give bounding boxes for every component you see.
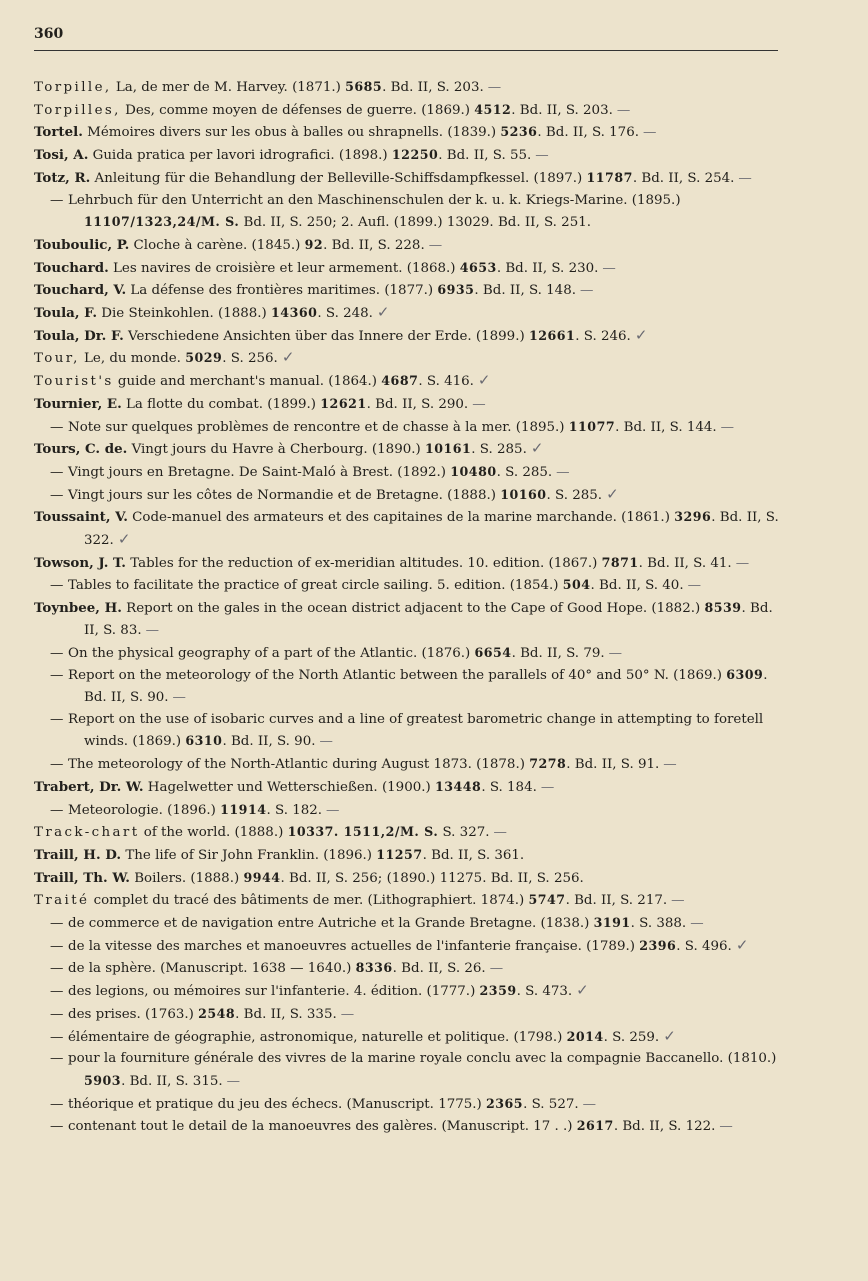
pencil-dash-mark: — bbox=[719, 1119, 733, 1135]
entry-reference: . S. 259. bbox=[603, 1029, 660, 1045]
entry-number: 11787 bbox=[586, 169, 633, 185]
entry-author: Toula, Dr. F. bbox=[34, 327, 124, 344]
entry-number: 10161 bbox=[424, 441, 472, 457]
sub-entry bbox=[34, 642, 784, 665]
sub-entry bbox=[34, 799, 784, 822]
entry-text: La flotte du combat. (1899.) bbox=[121, 396, 321, 412]
sub-entry bbox=[34, 190, 784, 234]
entry-number: 14360 bbox=[271, 305, 318, 321]
entry-author: Tournier, E. bbox=[34, 395, 122, 412]
sub-entry bbox=[34, 484, 784, 507]
pencil-dash-mark: — bbox=[556, 464, 570, 480]
sub-entry bbox=[34, 1093, 784, 1116]
entry-text: de la sphère. (Manuscript. 1638 — 1640.) bbox=[68, 961, 356, 977]
entry-text: Vingt jours sur les côtes de Normandie et de Bretagne. (1888.) bbox=[68, 487, 501, 503]
continuation-dash: — bbox=[50, 578, 64, 594]
entry-text: des legions, ou mémoires sur l'infanterie. 4. édition. (1777.) bbox=[68, 984, 480, 1000]
entry-text: Verschiedene Ansichten über das Innere der Erde. (1899.) bbox=[123, 328, 529, 344]
catalog-entry bbox=[34, 234, 784, 257]
entry-text: Tables to facilitate the practice of great circle sailing. 5. edition. (1854.) bbox=[68, 578, 563, 594]
pencil-dash-mark: — bbox=[487, 80, 502, 95]
continuation-dash: — bbox=[50, 1029, 64, 1045]
catalog-entry bbox=[34, 889, 784, 912]
sub-entry bbox=[34, 416, 784, 439]
entry-spaced-title: Tour, bbox=[34, 351, 80, 367]
entry-spaced-title: Traité bbox=[34, 893, 90, 909]
entry-author: Trabert, Dr. W. bbox=[34, 778, 144, 795]
continuation-dash: — bbox=[50, 464, 64, 480]
entry-reference: . S. 256. bbox=[222, 351, 278, 367]
entry-author: Totz, R. bbox=[34, 169, 91, 186]
pencil-dash-mark: — bbox=[340, 1006, 355, 1022]
pencil-dash-mark: — bbox=[642, 125, 657, 141]
entry-reference: S. 327. bbox=[438, 825, 490, 841]
entry-author: Toynbee, H. bbox=[34, 600, 122, 617]
continuation-dash: — bbox=[50, 192, 64, 208]
entry-number: 5903 bbox=[84, 1072, 122, 1088]
entry-text: The meteorology of the North-Atlantic during August 1873. (1878.) bbox=[68, 757, 530, 773]
pencil-dash-mark: — bbox=[472, 396, 486, 412]
entry-reference: . S. 182. bbox=[266, 802, 323, 818]
pencil-dash-mark: — bbox=[172, 689, 186, 705]
pencil-dash-mark: — bbox=[663, 757, 677, 773]
entry-spaced-title: Torpille, bbox=[34, 80, 112, 95]
entry-text: On the physical geography of a part of the Atlantic. (1876.) bbox=[68, 645, 475, 661]
entry-author: Touchard. bbox=[34, 259, 109, 276]
catalog-entry bbox=[34, 821, 784, 844]
entry-text: contenant tout le detail de la manoeuvres des galères. (Manuscript. 17 . .) bbox=[68, 1119, 577, 1135]
sub-entry bbox=[34, 935, 784, 958]
header-rule bbox=[34, 50, 778, 51]
pencil-check-icon: ✓ bbox=[281, 348, 295, 367]
entry-text: Mémoires divers sur les obus à balles ou shrapnells. (1839.) bbox=[82, 125, 501, 141]
pencil-dash-mark: — bbox=[671, 893, 685, 909]
continuation-dash: — bbox=[50, 419, 64, 435]
pencil-dash-mark: — bbox=[326, 802, 340, 818]
sub-entry bbox=[34, 912, 784, 935]
entry-text: of the world. (1888.) bbox=[139, 825, 288, 841]
entry-number: 5236 bbox=[500, 124, 538, 140]
catalog-entry bbox=[34, 347, 784, 370]
entry-number: 4512 bbox=[474, 101, 512, 117]
sub-entry bbox=[34, 709, 784, 753]
entry-text: Code-manuel des armateurs et des capitaines de la marine marchande. (1861.) bbox=[127, 510, 675, 526]
entry-number: 12250 bbox=[391, 147, 439, 163]
continuation-dash: — bbox=[50, 1051, 64, 1067]
entry-text: guide and merchant's manual. (1864.) bbox=[113, 374, 382, 390]
pencil-dash-mark: — bbox=[602, 260, 616, 276]
entry-number: 11107/1323,24/M. S. bbox=[84, 214, 240, 230]
pencil-dash-mark: — bbox=[720, 419, 735, 435]
entry-text: Tables for the reduction of ex-meridian altitudes. 10. edition. (1867.) bbox=[125, 555, 602, 571]
entry-text: Die Steinkohlen. (1888.) bbox=[97, 306, 272, 322]
entry-number: 12661 bbox=[528, 327, 576, 343]
continuation-dash: — bbox=[50, 938, 64, 954]
entry-text: La défense des frontières maritimes. (1877.) bbox=[126, 283, 438, 299]
entry-text: Le, du monde. bbox=[79, 351, 186, 367]
catalog-entry bbox=[34, 167, 784, 190]
entry-reference: . S. 496. bbox=[676, 938, 732, 954]
pencil-dash-mark: — bbox=[540, 779, 555, 795]
continuation-dash: — bbox=[50, 757, 64, 773]
entry-reference: . Bd. II, S. 41. bbox=[638, 555, 732, 571]
entry-text: théorique et pratique du jeu des échecs. (Manuscript. 1775.) bbox=[68, 1096, 487, 1112]
entry-text: Hagelwetter und Wetterschießen. (1900.) bbox=[143, 779, 435, 795]
catalog-entry bbox=[34, 76, 784, 99]
catalog-entry bbox=[34, 438, 784, 461]
pencil-dash-mark: — bbox=[582, 1096, 597, 1112]
catalog-entry bbox=[34, 144, 784, 167]
continuation-dash: — bbox=[50, 1119, 64, 1135]
entry-text: des prises. (1763.) bbox=[68, 1006, 199, 1022]
entry-number: 2396 bbox=[639, 937, 677, 953]
entry-number: 6935 bbox=[437, 282, 475, 298]
entry-spaced-title: Track-chart bbox=[34, 825, 140, 841]
pencil-dash-mark: — bbox=[319, 734, 333, 750]
entry-number: 4687 bbox=[381, 373, 419, 389]
entry-number: 2014 bbox=[566, 1028, 604, 1044]
pencil-dash-mark: — bbox=[579, 283, 594, 299]
entry-reference: . Bd. II, S. 83. bbox=[84, 601, 773, 638]
catalog-entry bbox=[34, 279, 784, 302]
entry-reference: . S. 285. bbox=[496, 464, 553, 480]
entry-author: Traill, H. D. bbox=[34, 846, 122, 863]
catalog-entry bbox=[34, 370, 784, 393]
entry-number: 8539 bbox=[704, 600, 742, 616]
entry-reference: . S. 473. bbox=[516, 984, 573, 1000]
entry-author: Toussaint, V. bbox=[34, 509, 128, 526]
entry-text: de commerce et de navigation entre Autriche et la Grande Bretagne. (1838.) bbox=[68, 916, 594, 932]
continuation-dash: — bbox=[50, 961, 64, 977]
catalog-entry bbox=[34, 99, 784, 122]
pencil-check-icon: ✓ bbox=[663, 1026, 676, 1045]
entry-reference: . Bd. II, S. 228. bbox=[323, 237, 425, 253]
entry-number: 92 bbox=[304, 236, 324, 252]
entry-text: complet du tracé des bâtiments de mer. (Lithographiert. 1874.) bbox=[89, 893, 529, 909]
entry-reference: . Bd. II, S. 254. bbox=[632, 170, 735, 186]
entry-number: 11077 bbox=[568, 418, 616, 434]
catalog-entry bbox=[34, 776, 784, 799]
entry-number: 10480 bbox=[450, 463, 497, 479]
entry-number: 5029 bbox=[185, 350, 223, 366]
entry-text: pour la fourniture générale des vivres de la marine royale conclu avec la compagnie Baccanello. (1810.) bbox=[68, 1051, 777, 1067]
catalog-entry bbox=[34, 597, 784, 641]
continuation-dash: — bbox=[50, 645, 64, 661]
continuation-dash: — bbox=[50, 668, 64, 684]
entry-number: 13448 bbox=[434, 778, 482, 794]
entry-reference: . S. 416. bbox=[418, 374, 474, 390]
pencil-check-icon: ✓ bbox=[530, 439, 544, 458]
sub-entry bbox=[34, 664, 784, 708]
catalog-entry bbox=[34, 121, 784, 144]
pencil-check-icon: ✓ bbox=[606, 484, 619, 503]
entry-reference: . Bd. II, S. 361. bbox=[422, 847, 525, 863]
entry-text: Boilers. (1888.) bbox=[129, 870, 244, 886]
catalog-entry bbox=[34, 257, 784, 280]
entry-text: Guida pratica per lavori idrografici. (1898.) bbox=[88, 148, 392, 164]
entry-text: Anleitung für die Behandlung der Belleville-Schiffsdampfkessel. (1897.) bbox=[90, 170, 587, 186]
pencil-dash-mark: — bbox=[616, 102, 631, 118]
continuation-dash: — bbox=[50, 487, 64, 503]
entry-number: 4653 bbox=[459, 259, 497, 275]
continuation-dash: — bbox=[50, 802, 64, 818]
continuation-dash: — bbox=[50, 916, 64, 932]
entry-reference: . Bd. II, S. 26. bbox=[392, 961, 486, 977]
entry-text: Vingt jours en Bretagne. De Saint-Maló à Brest. (1892.) bbox=[68, 464, 451, 480]
continuation-dash: — bbox=[50, 1006, 64, 1022]
entry-number: 8336 bbox=[355, 960, 393, 976]
pencil-check-icon: ✓ bbox=[477, 371, 491, 390]
entry-number: 7871 bbox=[601, 554, 639, 570]
pencil-check-icon: ✓ bbox=[117, 530, 131, 549]
entry-number: 504 bbox=[562, 577, 591, 593]
sub-entry bbox=[34, 461, 784, 484]
entry-text: La, de mer de M. Harvey. (1871.) bbox=[111, 80, 346, 95]
entry-number: 6309 bbox=[726, 667, 764, 683]
entry-reference: . S. 285. bbox=[471, 442, 527, 458]
pencil-check-icon: ✓ bbox=[576, 981, 589, 1000]
continuation-dash: — bbox=[50, 984, 64, 1000]
entry-author: Touboulic, P. bbox=[34, 236, 130, 253]
catalog-entry bbox=[34, 325, 784, 348]
entry-number: 2359 bbox=[479, 983, 517, 999]
sub-entry bbox=[34, 1115, 784, 1138]
entry-number: 3191 bbox=[593, 915, 631, 931]
entry-reference: . Bd. II, S. 335. bbox=[235, 1006, 337, 1022]
pencil-dash-mark: — bbox=[690, 916, 704, 932]
continuation-dash: — bbox=[50, 1096, 64, 1112]
sub-entry bbox=[34, 1026, 784, 1049]
pencil-check-icon: ✓ bbox=[735, 935, 749, 954]
entry-number: 2365 bbox=[486, 1095, 524, 1111]
entry-text: Report on the meteorology of the North Atlantic between the parallels of 40° and 50° N. (1869.) bbox=[68, 668, 727, 684]
entry-reference: . Bd. II, S. 203. bbox=[382, 80, 484, 95]
sub-entry bbox=[34, 1048, 784, 1092]
pencil-dash-mark: — bbox=[145, 622, 159, 638]
entry-reference: . Bd. II, S. 122. bbox=[613, 1119, 716, 1135]
entry-reference: . S. 285. bbox=[546, 487, 603, 503]
continuation-dash: — bbox=[50, 711, 64, 727]
entry-reference: . S. 184. bbox=[481, 779, 537, 795]
entry-author: Towson, J. T. bbox=[34, 554, 126, 571]
entry-reference: . S. 527. bbox=[523, 1096, 579, 1112]
entry-author: Toula, F. bbox=[34, 305, 98, 322]
pencil-dash-mark: — bbox=[493, 825, 507, 841]
entry-spaced-title: Tourist's bbox=[34, 374, 114, 390]
catalog-entry bbox=[34, 867, 784, 890]
entry-author: Tosi, A. bbox=[34, 147, 89, 164]
entry-author: Touchard, V. bbox=[34, 282, 127, 299]
entry-number: 2617 bbox=[576, 1118, 614, 1134]
entry-reference: . Bd. II, S. 90. bbox=[222, 734, 316, 750]
sub-entry bbox=[34, 753, 784, 776]
entry-reference: . Bd. II, S. 315. bbox=[121, 1073, 223, 1089]
entry-reference: . Bd. II, S. 217. bbox=[565, 893, 668, 909]
pencil-check-icon: ✓ bbox=[376, 303, 390, 322]
entry-text: Report on the gales in the ocean district adjacent to the Cape of Good Hope. (1882.) bbox=[121, 601, 705, 617]
pencil-check-icon: ✓ bbox=[634, 325, 648, 344]
catalog-entry bbox=[34, 393, 784, 416]
sub-entry bbox=[34, 574, 784, 597]
pencil-dash-mark: — bbox=[226, 1073, 241, 1089]
entry-text: Des, comme moyen de défenses de guerre. (1869.) bbox=[120, 102, 475, 118]
entry-reference: . Bd. II, S. 40. bbox=[590, 578, 684, 594]
entry-spaced-title: Torpilles, bbox=[34, 102, 121, 118]
entry-text: Cloche à carène. (1845.) bbox=[129, 237, 305, 253]
entry-reference: . Bd. II, S. 79. bbox=[511, 645, 605, 661]
catalog-entry bbox=[34, 844, 784, 867]
entry-reference: . Bd. II, S. 290. bbox=[366, 396, 469, 412]
entry-text: de la vitesse des marches et manoeuvres actuelles de l'infanterie française. (1789.) bbox=[68, 938, 640, 954]
entry-reference: . Bd. II, S. 256; (1890.) 11275. Bd. II, S. 256. bbox=[280, 870, 584, 886]
entry-text: Vingt jours du Havre à Cherbourg. (1890.) bbox=[127, 442, 425, 458]
entry-number: 10337. 1511,2/M. S. bbox=[287, 824, 439, 840]
pencil-dash-mark: — bbox=[535, 148, 549, 164]
entry-reference: . S. 246. bbox=[575, 328, 631, 344]
entry-text: élémentaire de géographie, astronomique, naturelle et politique. (1798.) bbox=[68, 1029, 567, 1045]
catalog-entry bbox=[34, 302, 784, 325]
entry-reference: . Bd. II, S. 148. bbox=[474, 283, 576, 299]
entry-number: 6310 bbox=[185, 733, 223, 749]
entry-reference: Bd. II, S. 250; 2. Aufl. (1899.) 13029. Bd. II, S. 251. bbox=[239, 215, 591, 231]
sub-entry bbox=[34, 1003, 784, 1026]
entry-number: 10160 bbox=[500, 486, 547, 502]
entry-number: 12621 bbox=[320, 395, 367, 411]
entry-reference: . Bd. II, S. 91. bbox=[566, 757, 660, 773]
pencil-dash-mark: — bbox=[608, 645, 623, 661]
entry-number: 5747 bbox=[528, 892, 566, 908]
entry-reference: . Bd. II, S. 90. bbox=[84, 668, 768, 705]
pencil-dash-mark: — bbox=[489, 961, 504, 977]
entry-text: The life of Sir John Franklin. (1896.) bbox=[121, 847, 377, 863]
pencil-dash-mark: — bbox=[738, 170, 752, 186]
entry-reference: . Bd. II, S. 203. bbox=[511, 102, 613, 118]
entry-number: 11257 bbox=[376, 846, 423, 862]
entry-number: 3296 bbox=[674, 509, 712, 525]
pencil-dash-mark: — bbox=[428, 237, 443, 253]
entry-number: 7278 bbox=[529, 756, 567, 772]
sub-entry bbox=[34, 980, 784, 1003]
entry-text: Lehrbuch für den Unterricht an den Maschinenschulen der k. u. k. Kriegs-Marine. (1895.) bbox=[68, 192, 681, 208]
entry-number: 11914 bbox=[220, 801, 267, 817]
entry-number: 6654 bbox=[474, 644, 512, 660]
entry-author: Tortel. bbox=[34, 124, 83, 141]
entry-reference: . S. 248. bbox=[317, 306, 373, 322]
entry-text: Report on the use of isobaric curves and a line of greatest barometric change in attempting to foretell winds. (1869.) bbox=[68, 711, 764, 750]
catalog-entry bbox=[34, 552, 784, 575]
entry-text: Les navires de croisière et leur armement. (1868.) bbox=[108, 260, 460, 276]
page-number: 360 bbox=[34, 26, 64, 42]
entry-reference: . Bd. II, S. 144. bbox=[615, 419, 717, 435]
catalog-entry bbox=[34, 506, 784, 551]
pencil-dash-mark: — bbox=[735, 555, 750, 571]
entry-number: 5685 bbox=[345, 79, 383, 94]
entry-reference: . S. 388. bbox=[630, 916, 687, 932]
sub-entry bbox=[34, 957, 784, 980]
entry-list bbox=[34, 76, 784, 1138]
entry-text: Meteorologie. (1896.) bbox=[68, 802, 221, 818]
entry-reference: . Bd. II, S. 230. bbox=[496, 260, 599, 276]
entry-number: 9944 bbox=[243, 869, 281, 885]
entry-reference: . Bd. II, S. 176. bbox=[537, 125, 639, 141]
entry-reference: . Bd. II, S. 55. bbox=[438, 148, 532, 164]
entry-text: Note sur quelques problèmes de rencontre et de chasse à la mer. (1895.) bbox=[68, 419, 569, 435]
entry-number: 2548 bbox=[198, 1005, 236, 1021]
entry-reference: . Bd. II, S. 322. bbox=[84, 510, 779, 549]
entry-author: Tours, C. de. bbox=[34, 441, 128, 458]
entry-author: Traill, Th. W. bbox=[34, 869, 130, 886]
pencil-dash-mark: — bbox=[687, 578, 701, 594]
